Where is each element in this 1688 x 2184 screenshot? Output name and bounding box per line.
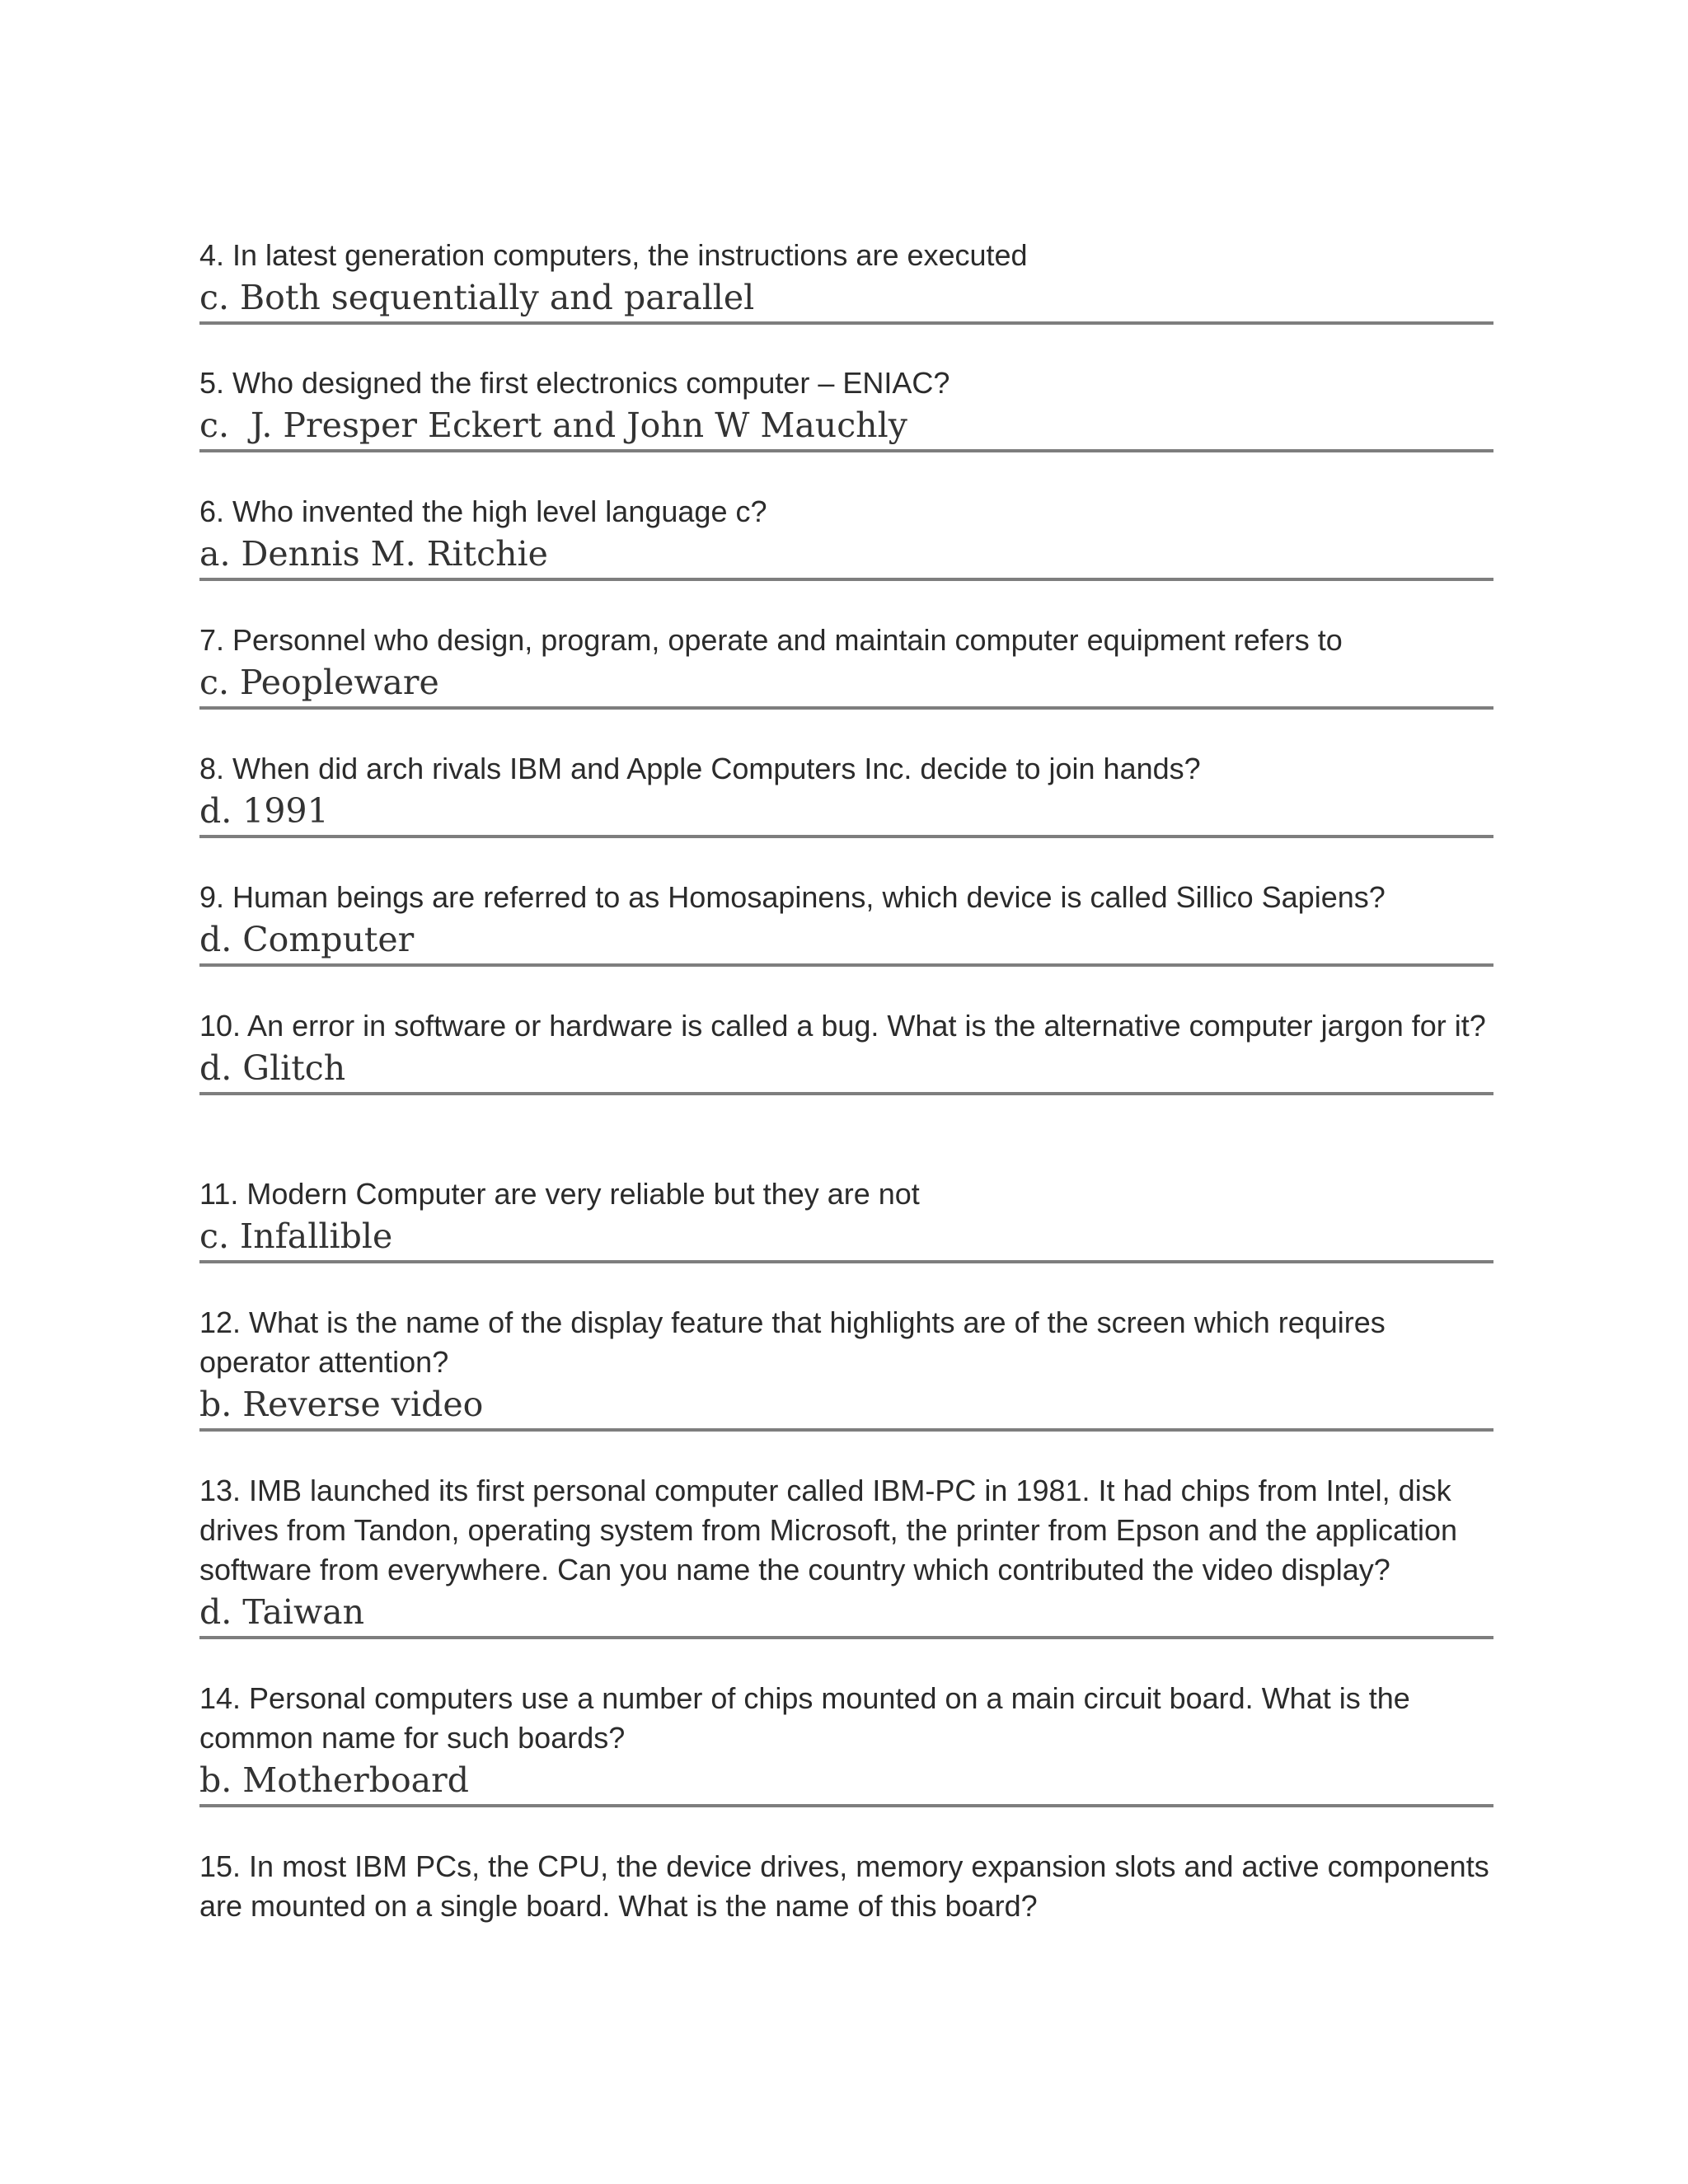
answer-text: c. Infallible (199, 1214, 1493, 1263)
answer-text: a. Dennis M. Ritchie (199, 532, 1493, 581)
question-text: 8. When did arch rivals IBM and Apple Computers Inc. decide to join hands? (199, 752, 1201, 785)
question-block-7 (199, 621, 1493, 710)
answer-text: d. Taiwan (199, 1590, 1493, 1639)
question-text: 11. Modern Computer are very reliable but they are not (199, 1177, 920, 1211)
question-block-12 (199, 1303, 1493, 1432)
question-text: 12. What is the name of the display feature that highlights are of the screen which requires operator attention? (199, 1305, 1386, 1379)
answer-text: d. Glitch (199, 1046, 1493, 1095)
question-text: 14. Personal computers use a number of chips mounted on a main circuit board. What is the common name for such boards? (199, 1681, 1410, 1755)
question-block-9 (199, 878, 1493, 967)
question-text: 7. Personnel who design, program, operate and maintain computer equipment refers to (199, 623, 1343, 657)
answer-text: c. Peopleware (199, 660, 1493, 710)
question-block-13 (199, 1471, 1493, 1639)
question-text: 6. Who invented the high level language c? (199, 494, 767, 528)
question-block-11 (199, 1174, 1493, 1263)
question-block-4 (199, 236, 1493, 325)
answer-text: d. 1991 (199, 789, 1493, 838)
question-text: 15. In most IBM PCs, the CPU, the device drives, memory expansion slots and active components are mounted on a single board. What is the name of this board? (199, 1849, 1489, 1923)
question-text: 5. Who designed the first electronics computer – ENIAC? (199, 366, 950, 400)
question-block-5 (199, 363, 1493, 452)
answer-text: d. Computer (199, 917, 1493, 967)
question-text: 10. An error in software or hardware is called a bug. What is the alternative computer jargon for it? (199, 1009, 1486, 1043)
question-block-8 (199, 749, 1493, 838)
answer-text: b. Reverse video (199, 1382, 1493, 1432)
question-block-6 (199, 492, 1493, 581)
question-block-15 (199, 1847, 1493, 1926)
question-text: 9. Human beings are referred to as Homosapinens, which device is called Sillico Sapiens? (199, 880, 1386, 914)
question-block-14 (199, 1679, 1493, 1807)
answer-text: c. Both sequentially and parallel (199, 275, 1493, 325)
answer-text: b. Motherboard (199, 1758, 1493, 1807)
answer-text: c. J. Presper Eckert and John W Mauchly (199, 403, 1493, 452)
question-text: 13. IMB launched its first personal computer called IBM-PC in 1981. It had chips from Intel, disk drives from Tandon, operating system from Microsoft, the printer from Epson and the application software from everywhere. Can you name the country which contributed the video display? (199, 1474, 1458, 1586)
question-block-10 (199, 1006, 1493, 1095)
question-text: 4. In latest generation computers, the instructions are executed (199, 238, 1028, 272)
